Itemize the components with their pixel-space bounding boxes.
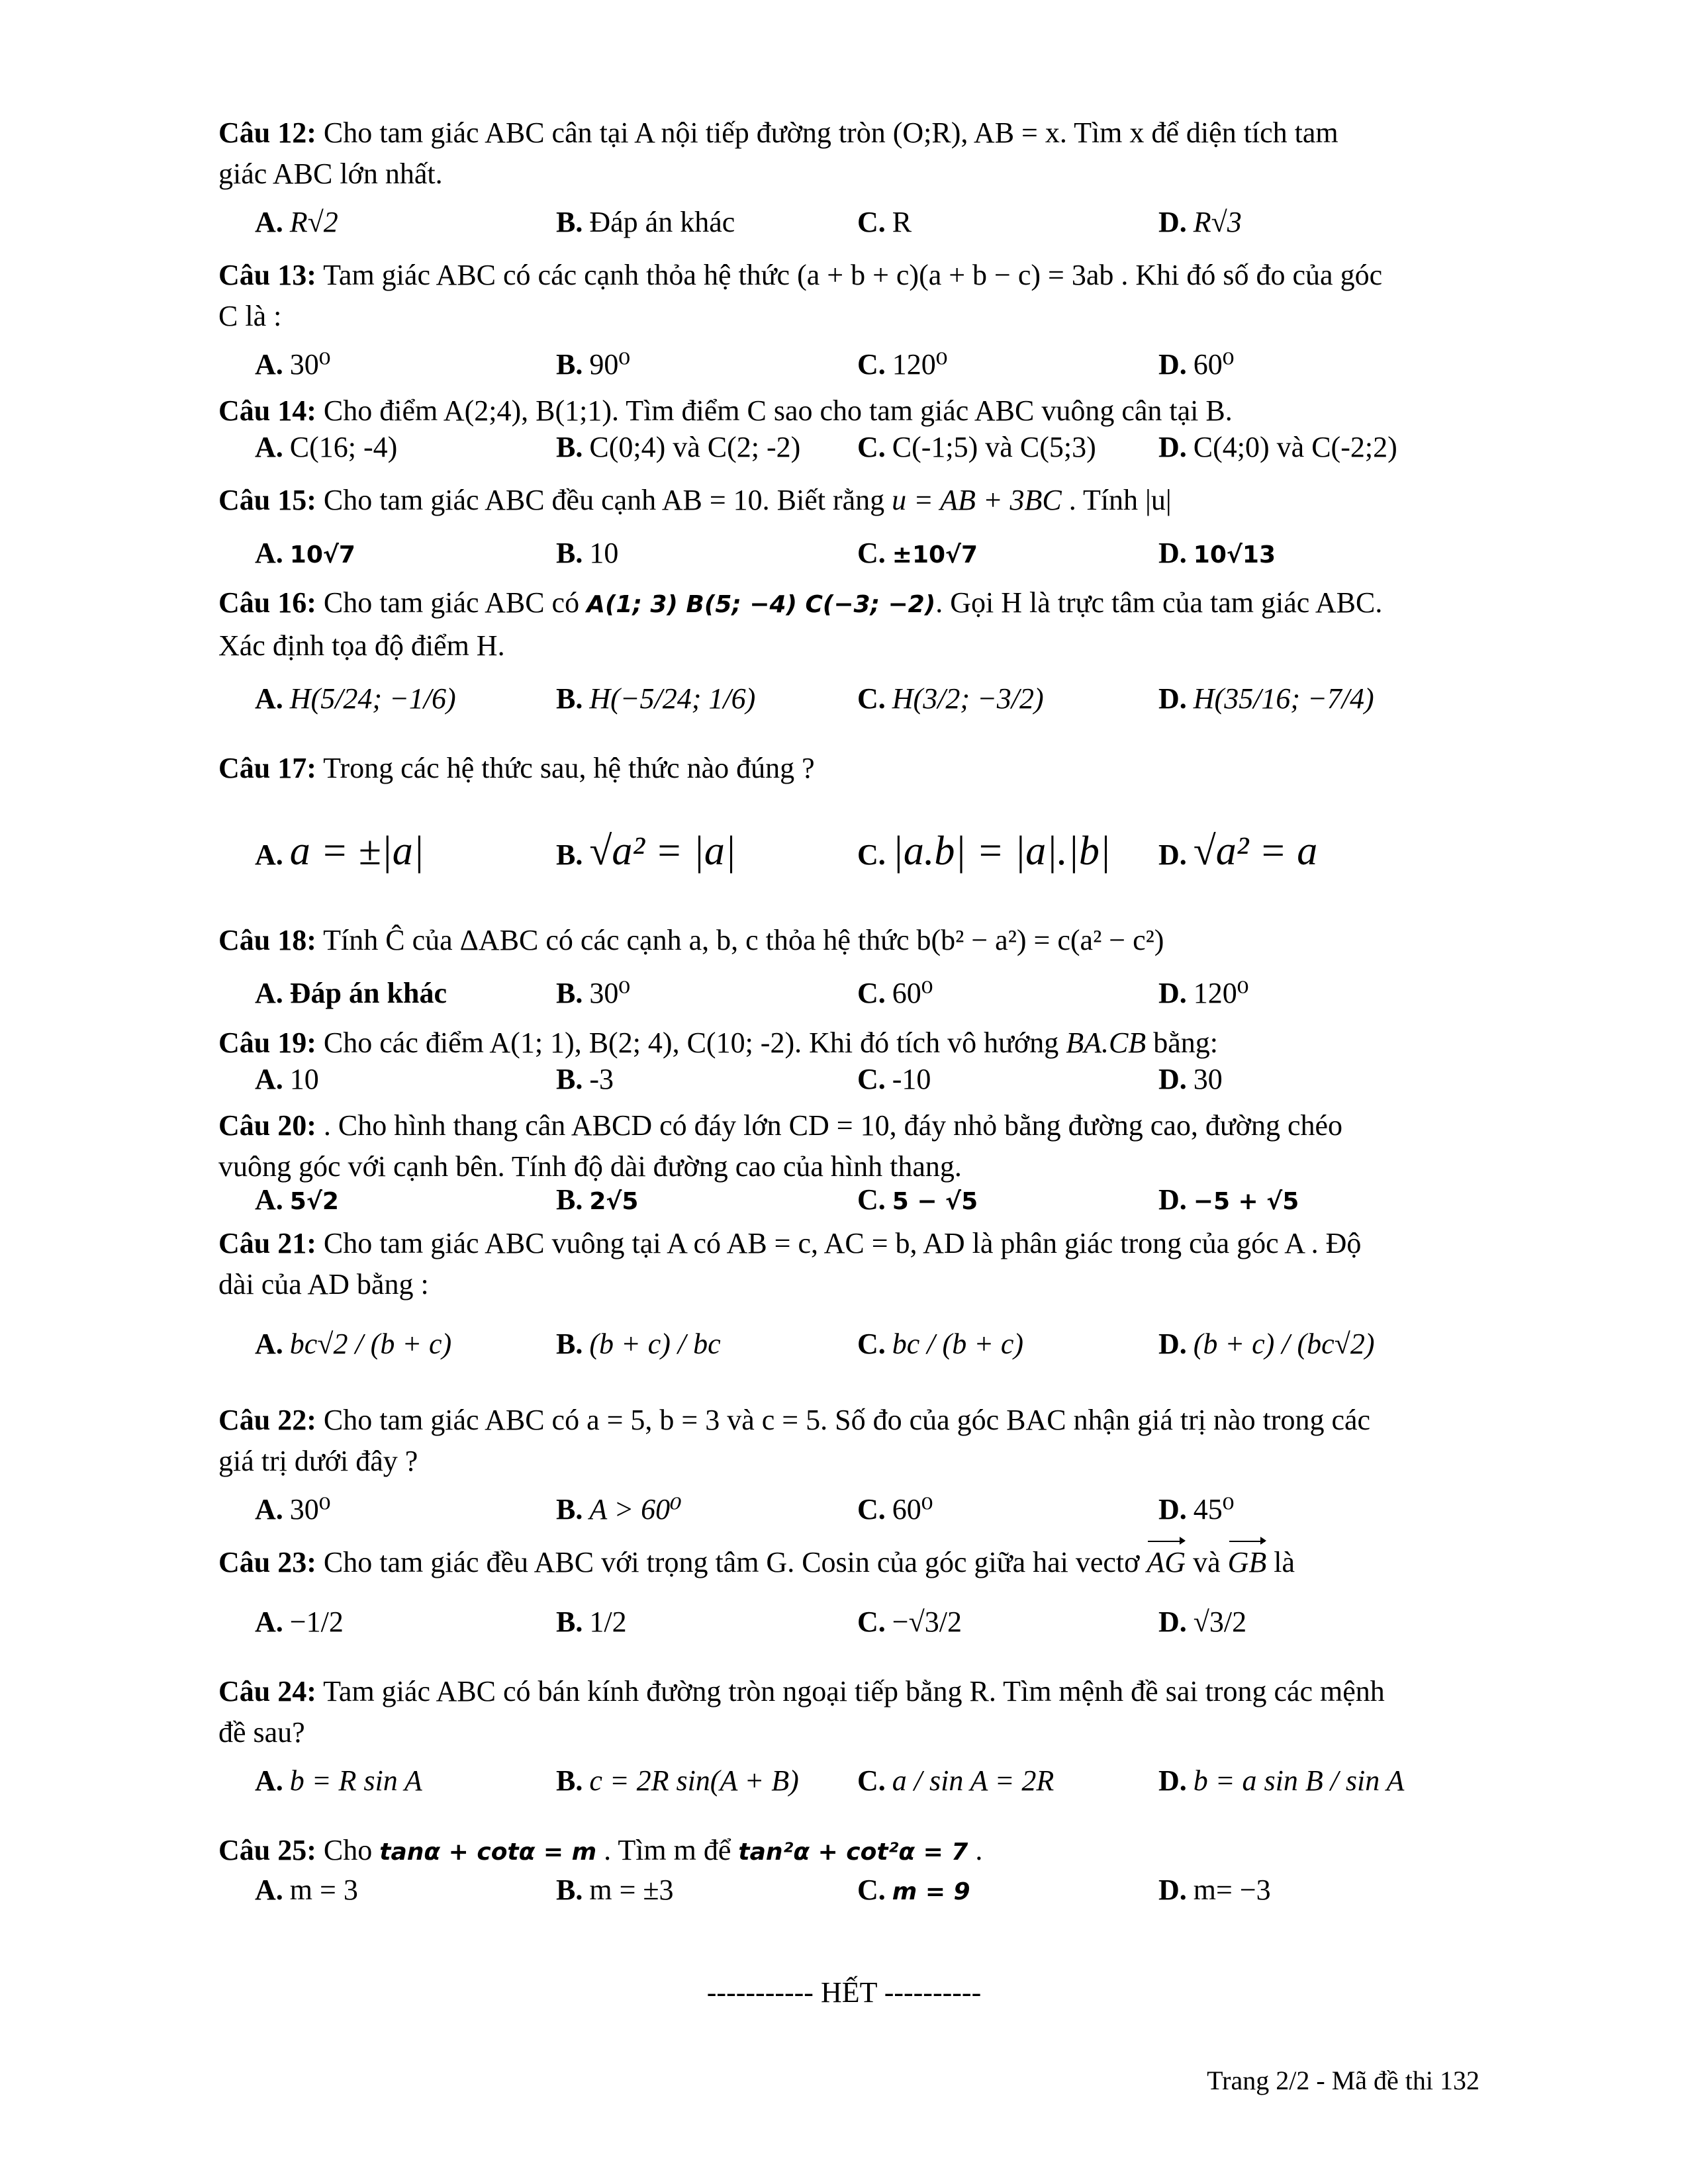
question-text: . Gọi H là trực tâm của tam giác ABC. — [935, 586, 1383, 619]
options-14 — [255, 427, 1479, 473]
options-17 — [255, 824, 1479, 890]
question-14 — [218, 390, 1479, 432]
option-a[interactable]: A. −1/2 — [255, 1606, 344, 1638]
option-b[interactable]: B. Đáp án khác — [556, 206, 735, 238]
options-15 — [255, 533, 1479, 579]
options-18 — [255, 973, 1479, 1019]
question-label: Câu 14: — [218, 394, 316, 427]
page-footer: Trang 2/2 - Mã đề thi 132 — [1207, 2066, 1479, 2095]
option-b[interactable]: B. 1/2 — [556, 1606, 627, 1638]
question-text: giác ABC lớn nhất. — [218, 158, 443, 190]
option-d[interactable]: D. b = a sin B / sin A — [1158, 1764, 1405, 1797]
option-d[interactable]: D. 30 — [1158, 1063, 1223, 1095]
option-d[interactable]: D. C(4;0) và C(-2;2) — [1158, 431, 1397, 463]
option-d[interactable]: D. √3/2 — [1158, 1606, 1247, 1638]
question-label: Câu 17: — [218, 752, 316, 784]
question-label: Câu 22: — [218, 1404, 316, 1436]
option-a[interactable]: A. 10 — [255, 1063, 319, 1095]
options-19 — [255, 1059, 1479, 1105]
question-text: Cho điểm A(2;4), B(1;1). Tìm điểm C sao cho tam giác ABC vuông cân tại B. — [323, 394, 1233, 427]
vector-formula: u = AB + 3BC — [892, 484, 1062, 516]
option-b[interactable]: B. -3 — [556, 1063, 614, 1095]
option-a[interactable]: A. R√2 — [255, 206, 338, 238]
end-marker: ----------- HẾT ---------- — [706, 1976, 982, 2009]
option-b[interactable]: B. (b + c) / bc — [556, 1328, 721, 1360]
question-text: Cho tam giác ABC cân tại A nội tiếp đường tròn (O;R), AB = x. Tìm x để diện tích tam — [323, 116, 1338, 149]
option-d[interactable]: D. 10√13 — [1158, 537, 1276, 569]
option-b[interactable]: B. 10 — [556, 537, 619, 569]
option-c[interactable]: C. m = 9 — [857, 1874, 970, 1906]
option-b[interactable]: B. m = ±3 — [556, 1874, 674, 1906]
option-d[interactable]: D. √a² = a — [1158, 829, 1318, 874]
option-a[interactable]: A. 30⁰ — [255, 1493, 331, 1525]
option-b[interactable]: B. 30⁰ — [556, 977, 630, 1009]
option-a[interactable]: A. Đáp án khác — [255, 977, 447, 1009]
question-text: giá trị dưới đây ? — [218, 1445, 418, 1477]
question-text: đề sau? — [218, 1716, 305, 1749]
question-label: Câu 23: — [218, 1546, 316, 1578]
question-text: Xác định tọa độ điểm H. — [218, 629, 505, 662]
option-c[interactable]: C. 60⁰ — [857, 977, 933, 1009]
option-c[interactable]: C. a / sin A = 2R — [857, 1764, 1055, 1797]
question-13 — [218, 255, 1479, 337]
options-13 — [255, 344, 1479, 390]
vector-formula: BA.CB — [1066, 1026, 1147, 1059]
option-a[interactable]: A. 30⁰ — [255, 348, 331, 381]
question-text: Tính Ĉ của ΔABC có các cạnh a, b, c thỏa hệ thức b(b² − a²) = c(a² − c²) — [323, 924, 1164, 956]
question-text: bằng: — [1153, 1026, 1218, 1059]
question-12 — [218, 113, 1479, 195]
question-25 — [218, 1830, 1479, 1873]
option-d[interactable]: D. 120⁰ — [1158, 977, 1249, 1009]
option-c[interactable]: C. 5 − √5 — [857, 1183, 978, 1216]
options-23 — [255, 1602, 1479, 1648]
options-25 — [255, 1870, 1479, 1916]
option-b[interactable]: B. A > 60⁰ — [556, 1493, 682, 1525]
option-a[interactable]: A. H(5/24; −1/6) — [255, 682, 456, 715]
option-d[interactable]: D. 60⁰ — [1158, 348, 1235, 381]
option-b[interactable]: B. 90⁰ — [556, 348, 630, 381]
option-a[interactable]: A. a = ±|a| — [255, 829, 424, 874]
question-text: Trong các hệ thức sau, hệ thức nào đúng ? — [323, 752, 815, 784]
option-b[interactable]: B. c = 2R sin(A + B) — [556, 1764, 799, 1797]
question-text: Cho — [323, 1834, 373, 1866]
question-text: Tam giác ABC có bán kính đường tròn ngoại tiếp bằng R. Tìm mệnh đề sai trong các mệnh — [323, 1675, 1385, 1707]
option-b[interactable]: B. C(0;4) và C(2; -2) — [556, 431, 801, 463]
option-b[interactable]: B. 2√5 — [556, 1183, 639, 1216]
option-c[interactable]: C. |a.b| = |a|.|b| — [857, 829, 1111, 874]
question-text: Cho tam giác ABC vuông tại A có AB = c, AC = b, AD là phân giác trong của góc A . Độ — [323, 1227, 1362, 1259]
question-text: . Cho hình thang cân ABCD có đáy lớn CD = 10, đáy nhỏ bằng đường cao, đường chéo — [323, 1109, 1343, 1142]
option-d[interactable]: D. −5 + √5 — [1158, 1183, 1299, 1216]
question-label: Câu 25: — [218, 1834, 316, 1866]
option-a[interactable]: A. 5√2 — [255, 1183, 339, 1216]
option-d[interactable]: D. R√3 — [1158, 206, 1242, 238]
question-text: là — [1274, 1546, 1295, 1578]
option-d[interactable]: D. 45⁰ — [1158, 1493, 1235, 1525]
question-23 — [218, 1542, 1479, 1583]
formula-1: tanα + cotα = m — [379, 1839, 597, 1866]
options-24 — [255, 1760, 1479, 1807]
question-label: Câu 20: — [218, 1109, 316, 1142]
question-label: Câu 19: — [218, 1026, 316, 1059]
question-16 — [218, 582, 1479, 666]
question-24 — [218, 1671, 1479, 1753]
option-c[interactable]: C. −√3/2 — [857, 1606, 962, 1638]
option-a[interactable]: A. b = R sin A — [255, 1764, 422, 1797]
option-c[interactable]: C. 60⁰ — [857, 1493, 933, 1525]
question-text: Cho tam giác đều ABC với trọng tâm G. Cosin của góc giữa hai vectơ — [323, 1546, 1140, 1578]
question-17 — [218, 748, 1479, 789]
options-20 — [255, 1179, 1479, 1226]
option-d[interactable]: D. H(35/16; −7/4) — [1158, 682, 1374, 715]
option-c[interactable]: C. ±10√7 — [857, 537, 978, 569]
question-text: Cho tam giác ABC có — [323, 586, 580, 619]
option-a[interactable]: A. m = 3 — [255, 1874, 358, 1906]
option-d[interactable]: D. (b + c) / (bc√2) — [1158, 1328, 1375, 1360]
question-label: Câu 15: — [218, 484, 316, 516]
vector-ag: AG — [1147, 1542, 1186, 1583]
option-b[interactable]: B. √a² = |a| — [556, 829, 736, 874]
option-a[interactable]: A. bc√2 / (b + c) — [255, 1328, 452, 1360]
option-d[interactable]: D. m= −3 — [1158, 1874, 1271, 1906]
option-c[interactable]: C. R — [857, 206, 912, 238]
formula-2: tan²α + cot²α = 7 — [738, 1839, 968, 1866]
question-text: . Tìm m để — [604, 1834, 731, 1866]
option-a[interactable]: A. 10√7 — [255, 537, 355, 569]
question-label: Câu 13: — [218, 259, 316, 291]
option-c[interactable]: C. -10 — [857, 1063, 931, 1095]
options-21 — [255, 1324, 1479, 1370]
question-label: Câu 24: — [218, 1675, 316, 1707]
question-20 — [218, 1105, 1479, 1187]
question-21 — [218, 1223, 1479, 1305]
question-18 — [218, 920, 1479, 961]
question-text: . — [975, 1834, 983, 1866]
question-text: Tam giác ABC có các cạnh thỏa hệ thức (a + b + c)(a + b − c) = 3ab . Khi đó số đo của góc — [323, 259, 1383, 291]
question-text: và — [1193, 1546, 1221, 1578]
points-formula: A(1; 3) B(5; −4) C(−3; −2) — [586, 591, 936, 618]
question-label: Câu 12: — [218, 116, 316, 149]
option-c[interactable]: C. bc / (b + c) — [857, 1328, 1024, 1360]
option-c[interactable]: C. C(-1;5) và C(5;3) — [857, 431, 1096, 463]
question-text: vuông góc với cạnh bên. Tính độ dài đường cao của hình thang. — [218, 1150, 962, 1183]
question-text: Cho các điểm A(1; 1), B(2; 4), C(10; -2). Khi đó tích vô hướng — [323, 1026, 1059, 1059]
option-c[interactable]: C. 120⁰ — [857, 348, 948, 381]
option-a[interactable]: A. C(16; -4) — [255, 431, 398, 463]
question-label: Câu 18: — [218, 924, 316, 956]
options-22 — [255, 1489, 1479, 1535]
option-c[interactable]: C. H(3/2; −3/2) — [857, 682, 1044, 715]
question-text: Cho tam giác ABC đều cạnh AB = 10. Biết rằng — [323, 484, 885, 516]
question-text: dài của AD bằng : — [218, 1268, 429, 1300]
question-text: C là : — [218, 300, 282, 332]
options-16 — [255, 678, 1479, 725]
vector-gb: GB — [1228, 1542, 1267, 1583]
options-12 — [255, 202, 1479, 248]
question-text: Cho tam giác ABC có a = 5, b = 3 và c = 5. Số đo của góc BAC nhận giá trị nào trong các — [323, 1404, 1371, 1436]
question-19 — [218, 1023, 1479, 1064]
question-label: Câu 21: — [218, 1227, 316, 1259]
question-15 — [218, 480, 1479, 521]
option-b[interactable]: B. H(−5/24; 1/6) — [556, 682, 756, 715]
question-label: Câu 16: — [218, 586, 316, 619]
question-22 — [218, 1400, 1479, 1482]
question-text: . Tính |u| — [1068, 484, 1172, 516]
